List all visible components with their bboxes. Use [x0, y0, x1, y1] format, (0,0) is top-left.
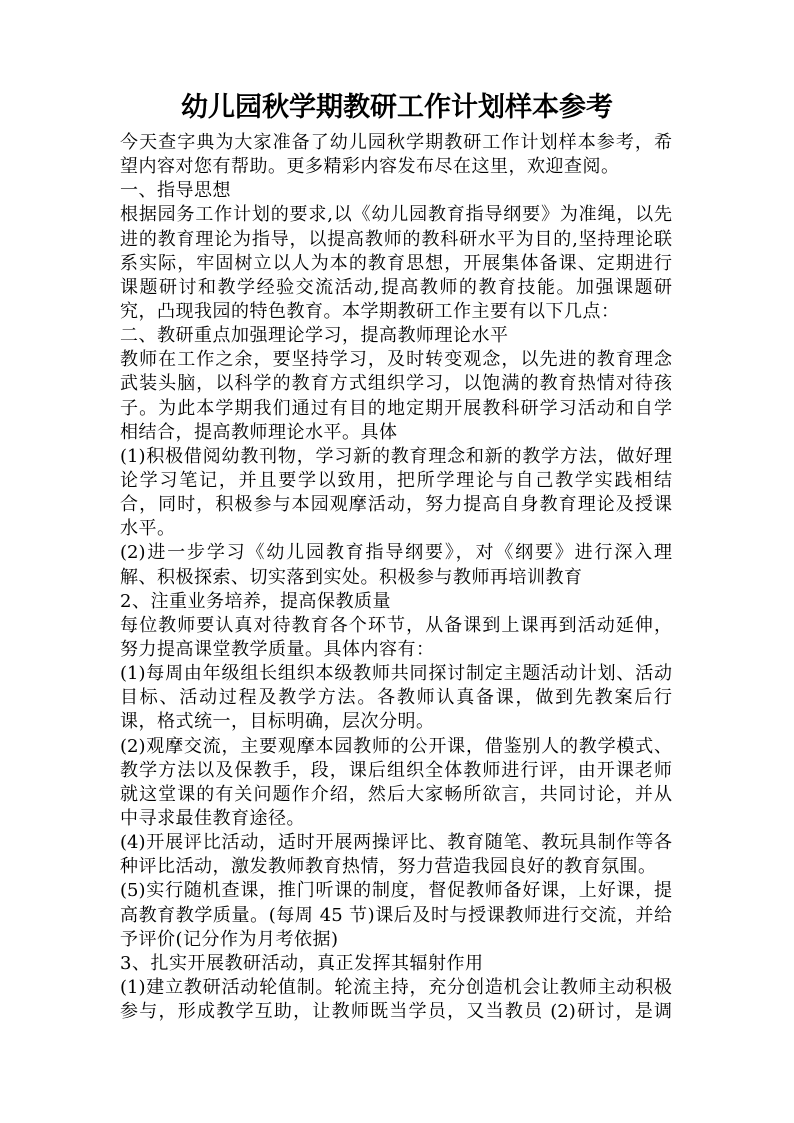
body-line: 相结合，提高教师理论水平。具体 [120, 421, 398, 443]
body-line: 课，格式统一，目标明确，层次分明。 [120, 711, 435, 733]
body-line: 合，同时，积极参与本园观摩活动，努力提高自身教育理论及授课 [120, 494, 672, 516]
body-line: 就这堂课的有关问题作介绍，然后大家畅所欲言，共同讨论，并从 [120, 783, 672, 805]
body-line: 根据园务工作计划的要求,以《幼儿园教育指导纲要》为准绳，以先 [120, 204, 672, 226]
body-line: (1)建立教研活动轮值制。轮流主持，充分创造机会让教师主动积极 [120, 976, 672, 998]
section-heading: 一、指导思想 [120, 180, 231, 202]
body-line: 论学习笔记，并且要学以致用，把所学理论与自己教学实践相结 [120, 469, 672, 491]
body-line: (2)观摩交流，主要观摩本园教师的公开课，借鉴别人的教学模式、 [120, 735, 672, 757]
section-heading: 二、教研重点加强理论学习，提高教师理论水平 [120, 325, 509, 347]
body-line: (1)每周由年级组长组织本级教师共同探讨制定主题活动计划、活动 [120, 663, 672, 685]
body-line: 高教育教学质量。(每周 45 节)课后及时与授课教师进行交流，并给 [120, 904, 672, 926]
body-line: 望内容对您有帮助。更多精彩内容发布尽在这里，欢迎查阅。 [120, 156, 620, 178]
body-line: 究，凸现我园的特色教育。本学期教研工作主要有以下几点： [120, 300, 620, 322]
body-line: (1)积极借阅幼教刊物，学习新的教育理念和新的教学方法，做好理 [120, 445, 672, 467]
body-line: 武装头脑，以科学的教育方式组织学习，以饱满的教育热情对待孩 [120, 373, 672, 395]
body-line: 进的教育理论为指导，以提高教师的教科研水平为目的,坚持理论联 [120, 228, 672, 250]
section-heading: 3、扎实开展教研活动，真正发挥其辐射作用 [120, 952, 484, 974]
body-line: 子。为此本学期我们通过有目的地定期开展教科研学习活动和自学 [120, 397, 672, 419]
body-line: 努力提高课堂教学质量。具体内容有： [120, 638, 435, 660]
body-line: 课题研讨和教学经验交流活动,提高教师的教育技能。加强课题研 [120, 276, 672, 298]
body-line: 种评比活动，激发教师教育热情，努力营造我园良好的教育氛围。 [120, 856, 657, 878]
body-line: (5)实行随机查课，推门听课的制度，督促教师备好课，上好课，提 [120, 880, 672, 902]
body-line: (2)进一步学习《幼儿园教育指导纲要》，对《纲要》进行深入理 [120, 542, 672, 564]
document-body [120, 131, 672, 1024]
body-line: 解、积极探索、切实落到实处。积极参与教师再培训教育 [120, 566, 583, 588]
body-line: 予评价(记分作为月考依据) [120, 928, 339, 950]
body-line: 目标、活动过程及教学方法。各教师认真备课，做到先教案后行 [120, 687, 672, 709]
section-heading: 2、注重业务培养，提高保教质量 [120, 590, 391, 612]
body-line: 每位教师要认真对待教育各个环节，从备课到上课再到活动延伸， [120, 614, 672, 636]
body-line: (4)开展评比活动，适时开展两操评比、教育随笔、教玩具制作等各 [120, 832, 672, 854]
body-line: 教学方法以及保教手，段，课后组织全体教师进行评，由开课老师 [120, 759, 672, 781]
body-line: 参与，形成教学互助，让教师既当学员，又当教员 (2)研讨，是调 [120, 1001, 672, 1023]
body-line: 教师在工作之余，要坚持学习，及时转变观念，以先进的教育理念 [120, 349, 672, 371]
body-line: 系实际，牢固树立以人为本的教育思想，开展集体备课、定期进行 [120, 252, 672, 274]
body-line: 中寻求最佳教育途径。 [120, 807, 305, 829]
body-line: 水平。 [120, 518, 176, 540]
document-title: 幼儿园秋学期教研工作计划样本参考 [181, 92, 613, 123]
body-line: 今天查字典为大家准备了幼儿园秋学期教研工作计划样本参考，希 [120, 132, 672, 153]
